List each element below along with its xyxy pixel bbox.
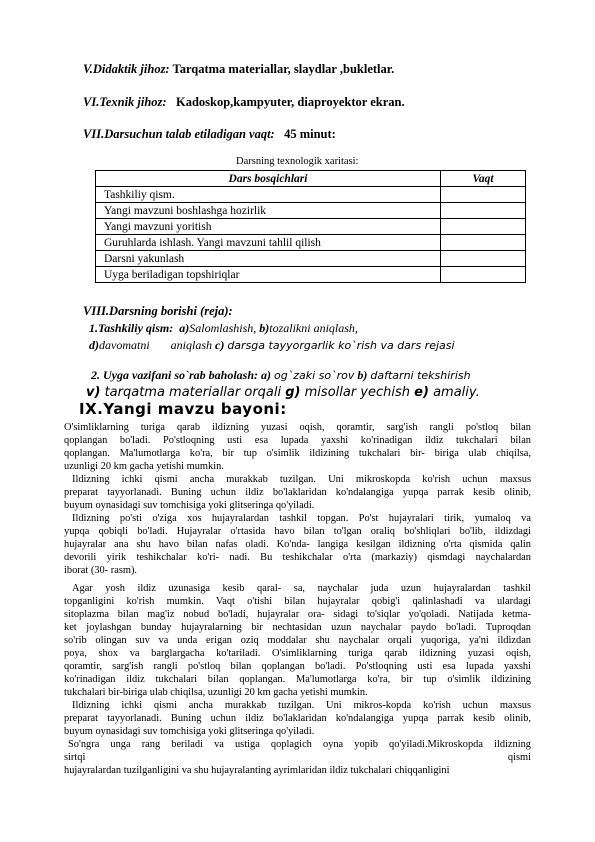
- plan-line-3: [91, 368, 471, 383]
- stage-cell: Guruhlarda ishlash. Yangi mavzuni tahlil qilish: [96, 235, 441, 251]
- plan-b-text: tozalikni aniqlash,: [269, 321, 358, 335]
- technical-label: VI.Texnik jihoz:: [83, 95, 167, 109]
- body-line: buyum oynasidagi suv tomchisiga yoki glitseringa qo'yiladi.: [64, 500, 315, 511]
- plan-homework-label: 2. Uyga vazifani so`rab baholash:: [91, 368, 259, 382]
- table-caption: Darsning texnologik xaritasi:: [236, 156, 359, 167]
- plan-3b-text: daftarni tekshirish: [370, 369, 471, 382]
- technical-value: Kadoskop,kampyuter, diaproyektor ekran.: [175, 95, 405, 109]
- didactic-equipment-line: [83, 62, 394, 77]
- section-title: IX.Yangi mavzu bayoni:: [79, 400, 287, 418]
- body-line: ket joylashgan bunday hujayralarning bir nechtasidan uzun naychalar paydo bo'ladi. Tuproqdan: [64, 622, 531, 633]
- plan-d-text: davomatni aniqlash: [99, 338, 212, 352]
- body-line: Agar yosh ildiz uzunasiga kesib qaral- sa, naychalar juda uzun hujayralardan tashkil: [72, 583, 531, 594]
- body-line: preparat tayyorlanadi. Buning uchun ildiz bo'laklaridan ko'ndalangiga yupqa parrak kesib olinib,: [64, 713, 531, 724]
- plan-b-marker: b): [259, 321, 270, 335]
- body-line: Ildizning ichki qismi ancha murakkab tuzilgan. Uni mikroskopda ko'rish uchun maxsus: [72, 474, 531, 485]
- time-line: [83, 127, 336, 142]
- table-row: [96, 235, 526, 251]
- time-label: VII.Darsuchun talab etiladigan vaqt:: [83, 127, 275, 141]
- stage-cell: Uyga beriladigan topshiriqlar: [96, 267, 441, 283]
- body-line: devorili yirik teshikchalar ko'ri- nadi. Bu teshikchalar o'rta (markaziy) qismdagi naychalardan: [64, 552, 531, 563]
- body-line: sitoplazma bilan mag'iz nobud bo'ladi, hujayralar ora- sidagi to'siqlar yo'qoladi. Natijada ketma-: [64, 609, 531, 620]
- table-row: [96, 219, 526, 235]
- table-row: [96, 203, 526, 219]
- body-line: yupqa qobiqli bo'ladi. Hujayralar o'rtasida havo bilan to'lgan oraliq bo'shliqlari bo'lib, ildizdagi: [64, 526, 531, 537]
- table-row: [96, 267, 526, 283]
- body-line: Ildizning ichki qismi ancha murakkab tuzilgan. Uni mikros-kopda ko'rish uchun maxsus: [72, 700, 531, 711]
- stage-cell: Yangi mavzuni yoritish: [96, 219, 441, 235]
- stage-cell: Darsni yakunlash: [96, 251, 441, 267]
- plan-line-4: [86, 385, 480, 400]
- didactic-label: V.Didaktik jihoz:: [83, 62, 170, 76]
- body-line: qoplangan bo'ladi. Po'stloqning usti esa lupada yaxshi ko'rinadigan ildiz tukchalari bilan: [64, 435, 531, 446]
- plan-c-text: darsga tayyorgarlik ko`rish va dars rejasi: [227, 339, 455, 352]
- column-header-time: Vaqt: [441, 171, 526, 187]
- time-value: 45 minut:: [284, 127, 336, 141]
- table-row: [96, 187, 526, 203]
- time-cell: [441, 203, 526, 219]
- body-line: buyum oynasidagi suv tomchisiga yoki glitseringa qo'yiladi.: [64, 726, 315, 737]
- plan-line-1: [89, 321, 358, 336]
- body-line: qoramtir, sarg'ish rangli po'stloq bilan qoplangan bo'ladi. Po'stloqning usti esa lupada yaxshi: [64, 661, 531, 672]
- body-line: hujayralar ana shu havo bilan nafas oladi. Ko'nda- langiga kesilgan ildizning o'rta qismida qalin: [64, 539, 531, 550]
- plan-a-marker: a): [179, 321, 190, 335]
- time-cell: [441, 187, 526, 203]
- body-line: So'ngra unga rang beriladi va ustiga qoplagich oyna yopib qo'yiladi.Mikroskopda ildizning: [68, 739, 531, 750]
- body-line: O'simliklarning turiga qarab ildizning yuzasi oqish, qoramtir, sarg'ish rangli po'stloq bilan: [64, 422, 531, 433]
- stage-cell: Tashkiliy qism.: [96, 187, 441, 203]
- plan-g-marker: g): [285, 385, 301, 400]
- body-line: poya, shox va barglargacha ko'tariladi. O'simliklarning turiga qarab ildizning yuzasi oqish,: [64, 648, 531, 659]
- plan-e-text: amaliy.: [433, 385, 480, 400]
- body-line: sirtqi qismi: [64, 752, 531, 763]
- body-line: preparat tayyorlanadi. Buning uchun ildiz bo'laklaridan ko'ndalangiga yupqa parrak kesib olinib,: [64, 487, 531, 498]
- plan-c-marker: c): [215, 338, 225, 352]
- table-header-row: [96, 171, 526, 187]
- lesson-technology-table: [95, 170, 526, 283]
- body-line: iborat (30- rasm).: [64, 565, 137, 576]
- time-cell: [441, 235, 526, 251]
- body-line: tukchalari bir-biriga ulab chiqilsa, uzunligi 20 km gacha yetishi mumkin.: [64, 687, 368, 698]
- stage-cell: Yangi mavzuni boshlashga hozirlik: [96, 203, 441, 219]
- plan-d-marker: d): [89, 338, 99, 352]
- plan-3a-marker: a): [261, 368, 272, 382]
- plan-e-marker: e): [414, 385, 429, 400]
- plan-title: VIII.Darsning borishi (reja):: [83, 304, 233, 318]
- plan-3a-text: og`zaki so`rov: [274, 369, 355, 382]
- time-cell: [441, 219, 526, 235]
- time-cell: [441, 267, 526, 283]
- technical-equipment-line: [83, 95, 405, 110]
- plan-v-text: tarqatma materiallar orqali: [104, 385, 282, 400]
- plan-a-text: Salomlashish,: [189, 321, 257, 335]
- body-line: ko'rinadigan ildiz tukchalari bilan qoplangan. Ma'lumotlarga ko'ra, bir tup o'simlik ildizining: [64, 674, 531, 685]
- body-line: so'rib olingan suv va unda erigan oziq moddalar shu naychalar orqali yuqoriga, ya'ni ildizdan: [64, 635, 531, 646]
- plan-organizational-label: 1.Tashkiliy qism:: [89, 321, 174, 335]
- plan-v-marker: v): [86, 385, 101, 400]
- column-header-stages: Dars bosqichlari: [96, 171, 441, 187]
- plan-g-text: misollar yechish: [304, 385, 411, 400]
- plan-line-2: [89, 338, 455, 353]
- time-cell: [441, 251, 526, 267]
- body-line: uzunligi 20 km gacha yetishi mumkin.: [64, 461, 224, 472]
- plan-3b-marker: b): [357, 368, 368, 382]
- body-line: hujayralardan tuzilganligini va shu hujayralanting ayrimlaridan ildiz tukchalari chiqqanligini: [64, 765, 450, 776]
- table-row: [96, 251, 526, 267]
- body-line: topganligini ko'rish mumkin. Vaqt o'tishi bilan hujayralar qobig'i qalinlashadi va ulardagi: [64, 596, 531, 607]
- didactic-value: Tarqatma materiallar, slaydlar ,bukletlar.: [172, 62, 395, 76]
- body-line: qoplangan. Ma'lumotlarga ko'ra, bir tup o'simlik ildizining tukchalari bir- biriga ulab chiqilsa,: [64, 448, 531, 459]
- body-line: Ildizning po'sti o'ziga xos hujayralardan tashkil topgan. Po'st hujayralari tirik, yumaloq va: [72, 513, 531, 524]
